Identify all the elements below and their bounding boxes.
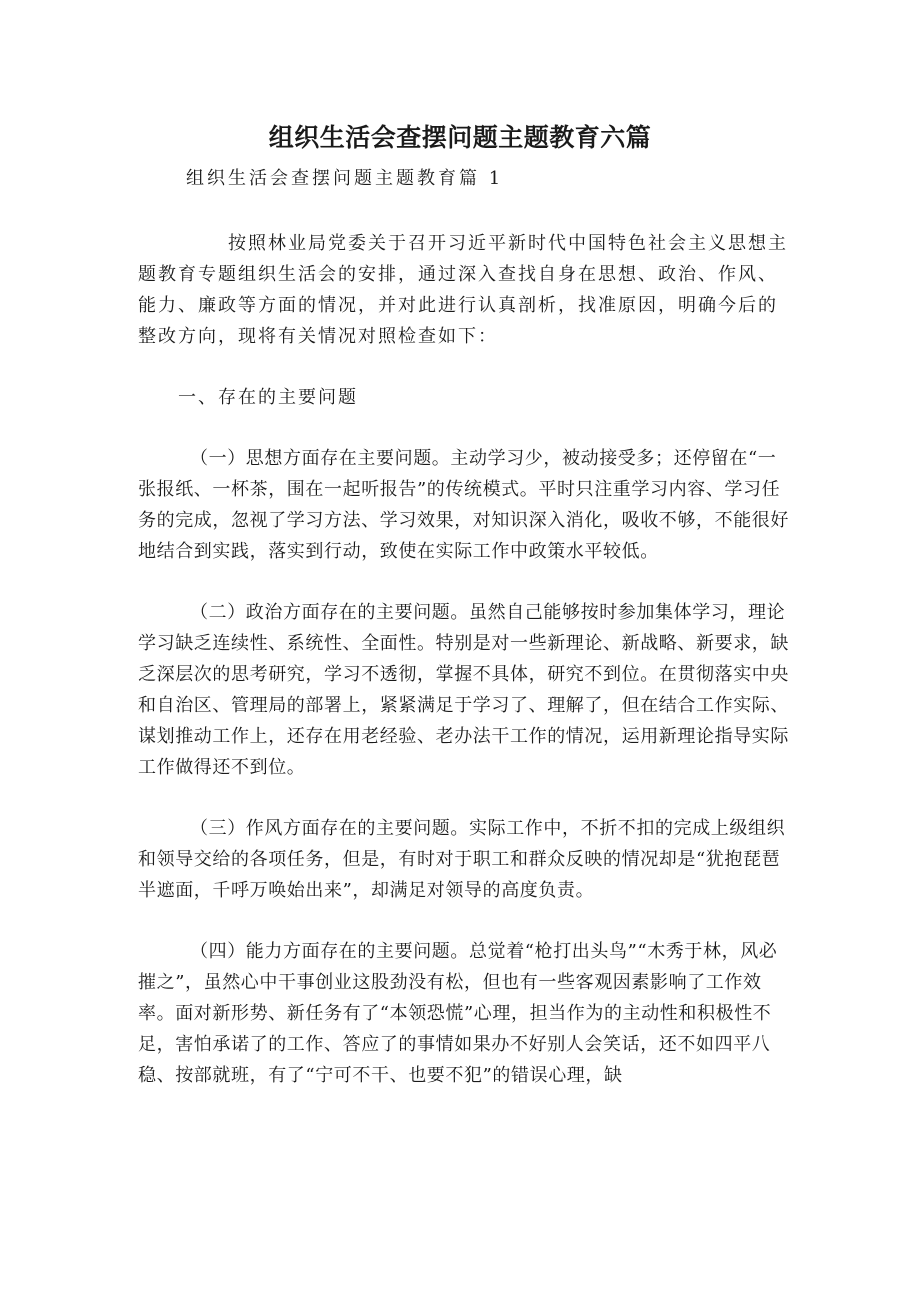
paragraph-ability: （四）能力方面存在的主要问题。总觉着“枪打出头鸟”“木秀于林，风必摧之”，虽然心中干事创业这股劲没有松，但也有一些客观因素影响了工作效率。面对新形势、新任务有了“本领恐慌”心理，担当作为的主动性和积极性不足，害怕承诺了的工作、答应了的事情如果办不好别人会笑话，还不如四平八稳、按部就班，有了“宁可不干、也要不犯”的错误心理，缺	[138, 941, 778, 1086]
paragraph-ideology: （一）思想方面存在主要问题。主动学习少，被动接受多；还停留在“一张报纸、一杯茶，围在一起听报告”的传统模式。平时只注重学习内容、学习任务的完成，忽视了学习方法、学习效果，对知识深入消化，吸收不够，不能很好地结合到实践，落实到行动，致使在实际工作中政策水平较低。	[138, 448, 789, 562]
section-heading: 一、存在的主要问题	[178, 387, 358, 408]
paragraph-politics: （二）政治方面存在的主要问题。虽然自己能够按时参加集体学习，理论学习缺乏连续性、系统性、全面性。特别是对一些新理论、新战略、新要求，缺乏深层次的思考研究，学习不透彻，掌握不具体，研究不到位。在贯彻落实中央和自治区、管理局的部署上，紧紧满足于学习了、理解了，但在结合工作实际、谋划推动工作上，还存在用老经验、老办法干工作的情况，运用新理论指导实际工作做得还不到位。	[138, 602, 789, 778]
intro-paragraph: 按照林业局党委关于召开习近平新时代中国特色社会主义思想主题教育专题组织生活会的安排，通过深入查找自身在思想、政治、作风、能力、廉政等方面的情况，并对此进行认真剖析，找准原因，明确今后的整改方向，现将有关情况对照检查如下：	[138, 233, 788, 347]
document-title: 组织生活会查摆问题主题教育六篇	[268, 123, 652, 152]
paragraph-style: （三）作风方面存在的主要问题。实际工作中，不折不扣的完成上级组织和领导交给的各项任务，但是，有时对于职工和群众反映的情况却是“犹抱琵琶半遮面，千呼万唤始出来”，却满足对领导的高度负责。	[138, 818, 786, 901]
document-body	[138, 228, 790, 1121]
document-subtitle: 组织生活会查摆问题主题教育篇 1	[186, 168, 504, 189]
